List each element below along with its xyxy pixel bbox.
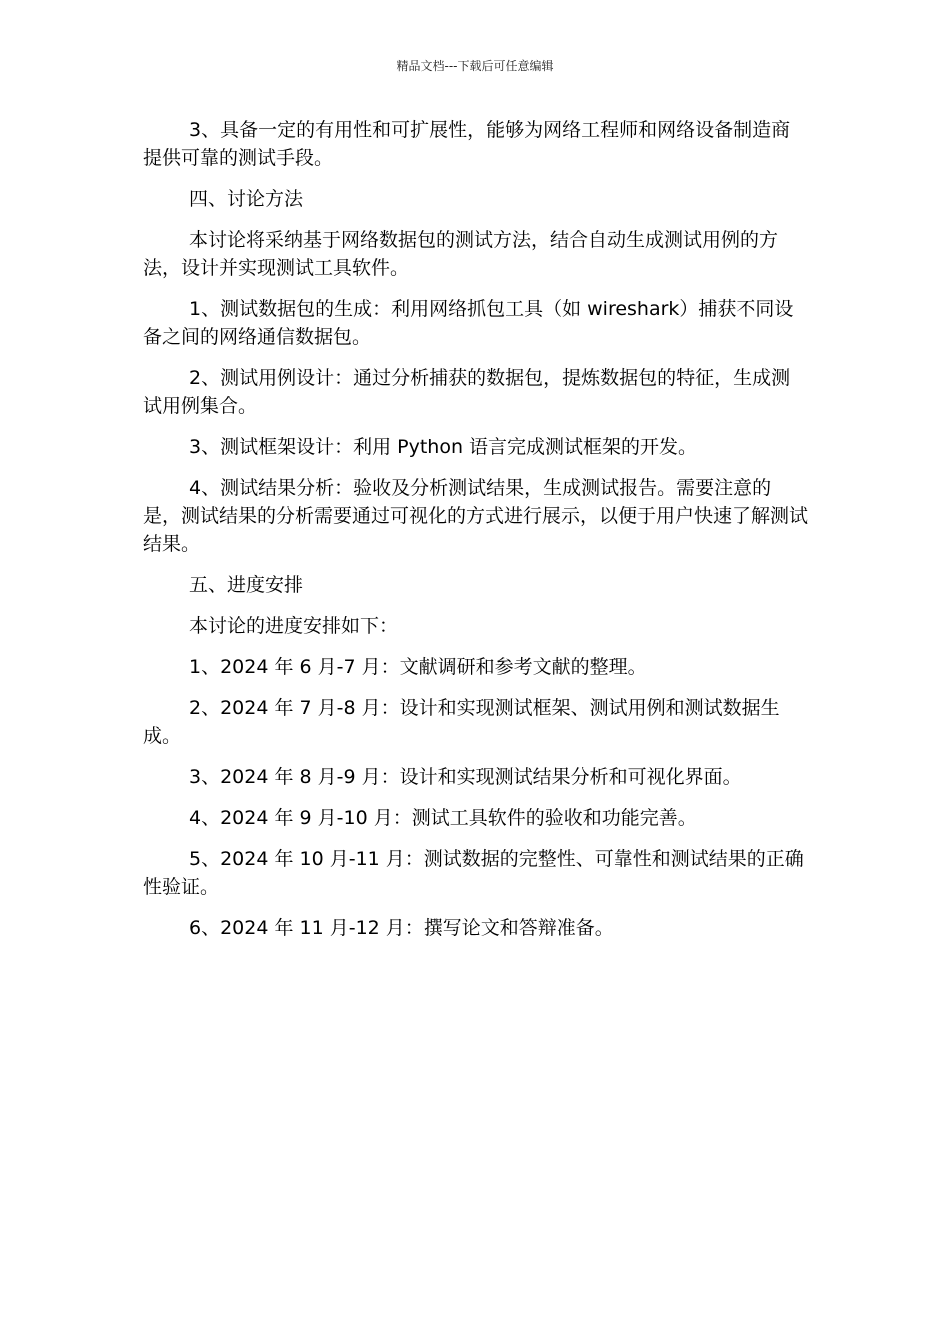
paragraph-feature-3: 3、具备一定的有用性和可扩展性，能够为网络工程师和网络设备制造商提供可靠的测试手段。 <box>143 119 791 169</box>
paragraph-method-2: 2、测试用例设计：通过分析捕获的数据包，提炼数据包的特征，生成测试用例集合。 <box>143 367 791 417</box>
paragraph-methods-intro: 本讨论将采纳基于网络数据包的测试方法，结合自动生成测试用例的方法，设计并实现测试工具软件。 <box>143 229 779 279</box>
section-heading-methods: 四、讨论方法 <box>189 188 304 210</box>
section-heading-schedule: 五、进度安排 <box>189 574 304 596</box>
paragraph-method-1: 1、测试数据包的生成：利用网络抓包工具（如 wireshark）捕获不同设备之间的网络通信数据包。 <box>143 298 794 348</box>
paragraph-method-3: 3、测试框架设计：利用 Python 语言完成测试框架的开发。 <box>189 436 698 458</box>
paragraph-schedule-4: 4、2024 年 9 月-10 月：测试工具软件的验收和功能完善。 <box>189 807 697 829</box>
paragraph-schedule-1: 1、2024 年 6 月-7 月：文献调研和参考文献的整理。 <box>189 656 647 678</box>
paragraph-schedule-6: 6、2024 年 11 月-12 月：撰写论文和答辩准备。 <box>189 917 614 939</box>
paragraph-schedule-2: 2、2024 年 7 月-8 月：设计和实现测试框架、测试用例和测试数据生成。 <box>143 697 780 747</box>
paragraph-method-4: 4、测试结果分析：验收及分析测试结果，生成测试报告。需要注意的是，测试结果的分析需要通过可视化的方式进行展示，以便于用户快速了解测试结果。 <box>143 477 809 555</box>
paragraph-schedule-intro: 本讨论的进度安排如下： <box>189 615 399 637</box>
page-header: 精品文档---下载后可任意编辑 <box>396 59 554 73</box>
paragraph-schedule-3: 3、2024 年 8 月-9 月：设计和实现测试结果分析和可视化界面。 <box>189 766 742 788</box>
document-body <box>143 116 808 955</box>
paragraph-schedule-5: 5、2024 年 10 月-11 月：测试数据的完整性、可靠性和测试结果的正确性验证。 <box>143 848 804 898</box>
